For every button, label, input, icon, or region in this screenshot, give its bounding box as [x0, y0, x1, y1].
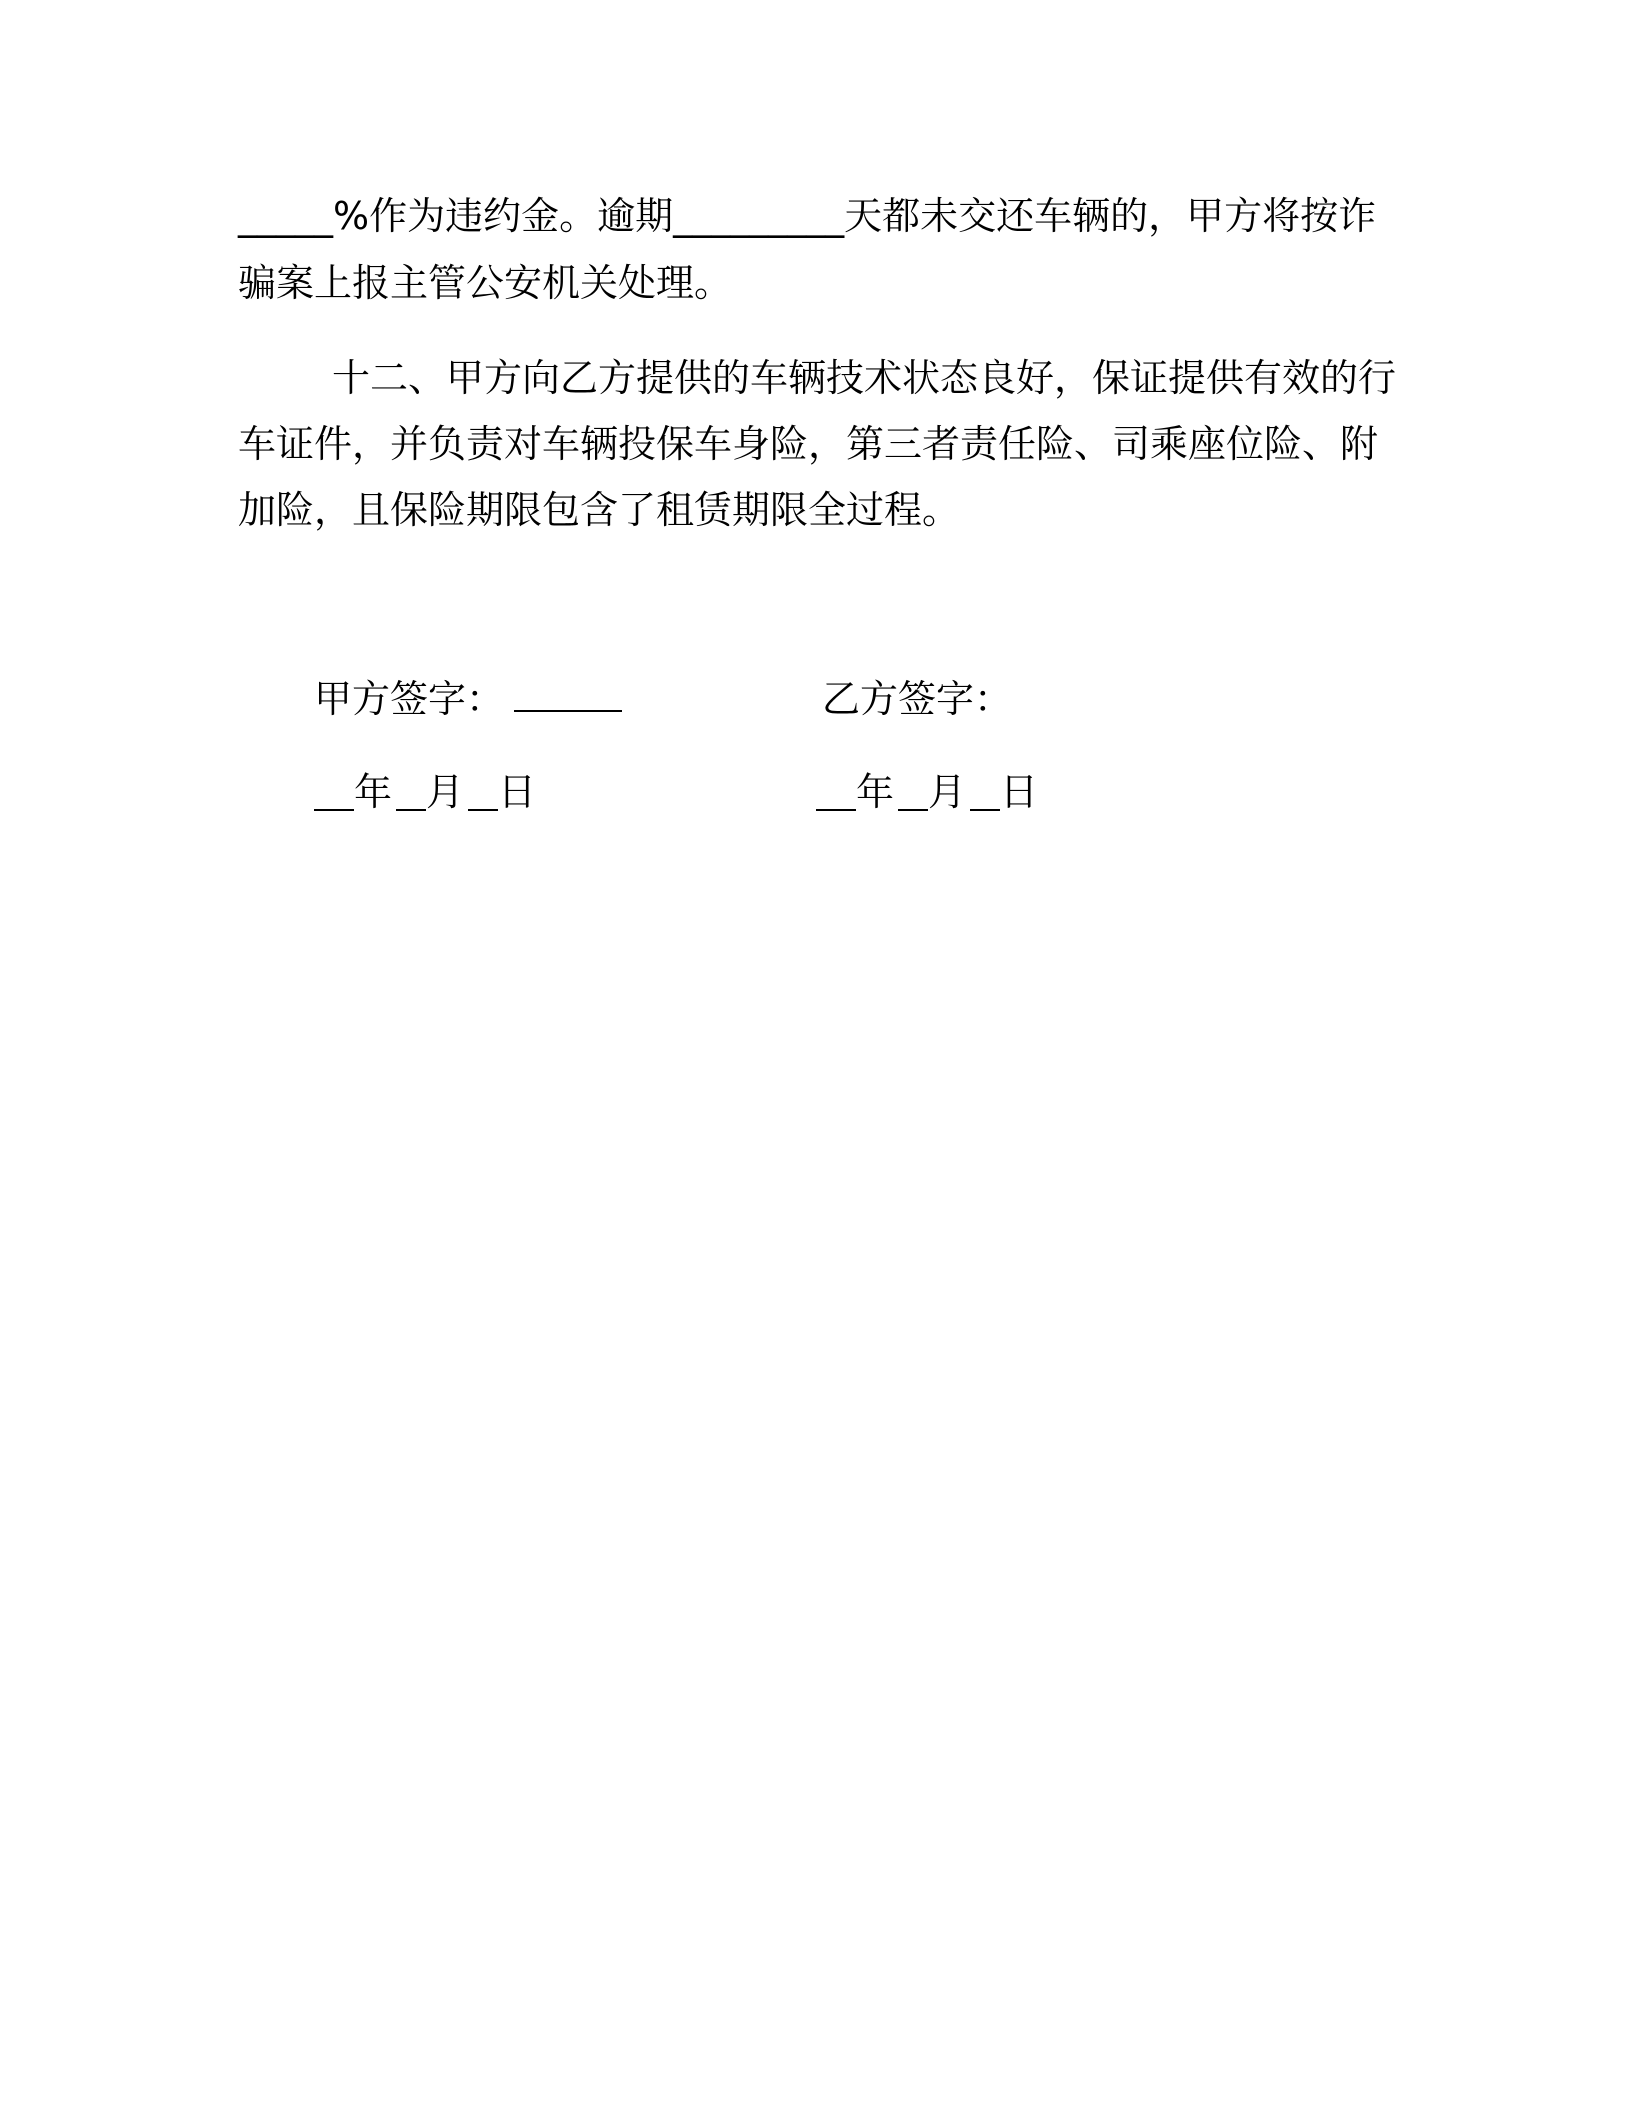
clause-12-line-2: 车证件，并负责对车辆投保车身险，第三者责任险、司乘座位险、附: [238, 422, 1379, 466]
party-b-signature: [822, 675, 1012, 723]
party-b-day-label: 日: [1000, 770, 1039, 814]
party-a-label: 甲方签字：: [314, 677, 505, 721]
party-b-date: [816, 768, 1038, 816]
party-a-date: [314, 768, 536, 816]
clause-12-line-3: 加险，且保险期限包含了租赁期限全过程。: [238, 488, 961, 532]
party-a-month-blank[interactable]: [396, 775, 426, 811]
clause-11-line-1: _____%作为违约金。逾期_________天都未交还车辆的，甲方将按诈: [238, 194, 1377, 238]
party-a-day-blank[interactable]: [468, 775, 498, 811]
party-b-label: 乙方签字：: [822, 677, 1013, 721]
party-b-month-blank[interactable]: [898, 775, 928, 811]
clause-11-line-2: 骗案上报主管公安机关处理。: [238, 261, 733, 305]
party-a-year-blank[interactable]: [314, 775, 354, 811]
party-a-signature: [314, 675, 622, 723]
party-a-signature-line[interactable]: [514, 680, 622, 712]
party-b-day-blank[interactable]: [970, 775, 1000, 811]
party-a-month-label: 月: [426, 770, 465, 814]
clause-12-line-1: 十二、甲方向乙方提供的车辆技术状态良好，保证提供有效的行: [332, 356, 1397, 400]
party-b-month-label: 月: [928, 770, 967, 814]
party-a-day-label: 日: [498, 770, 537, 814]
party-a-year-label: 年: [354, 770, 393, 814]
party-b-year-blank[interactable]: [816, 775, 856, 811]
party-b-year-label: 年: [856, 770, 895, 814]
